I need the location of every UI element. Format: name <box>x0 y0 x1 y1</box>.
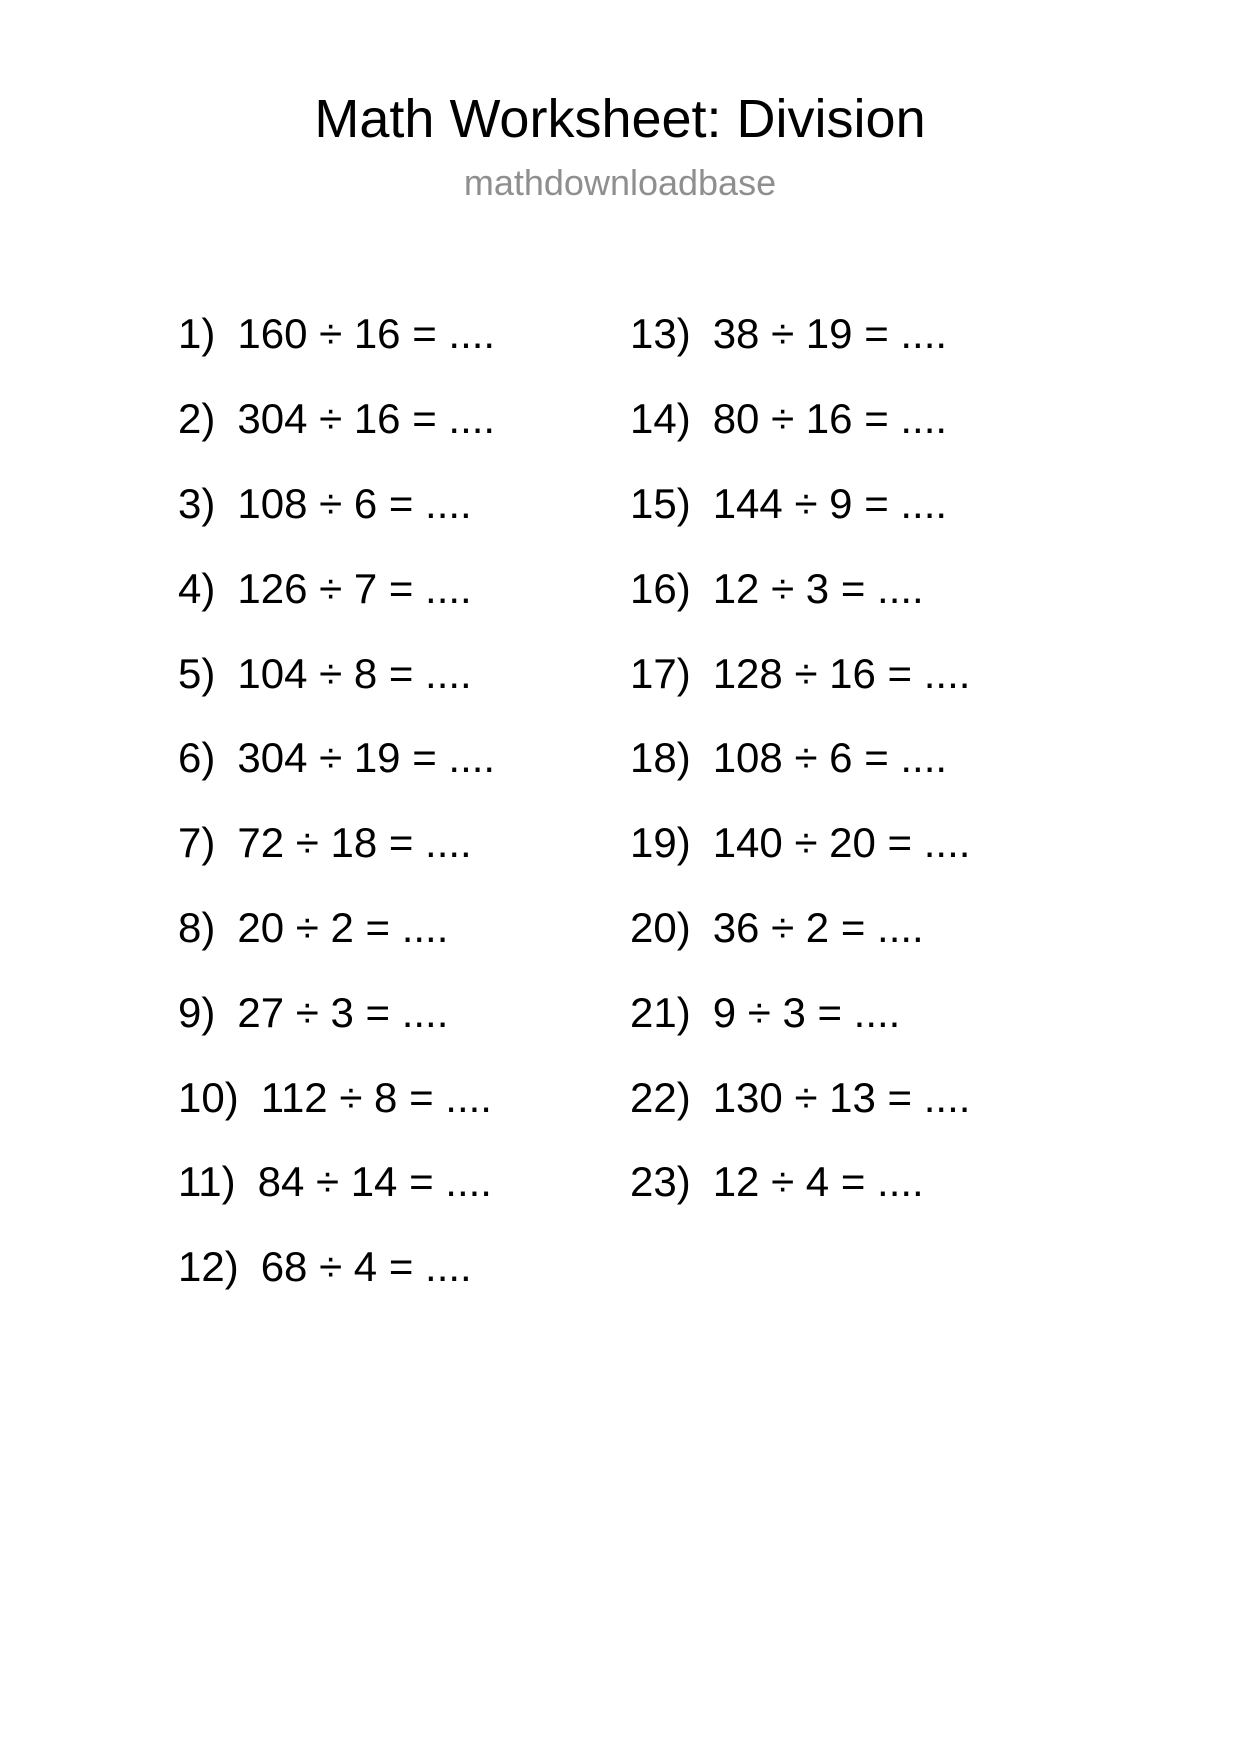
problem-expression: 27 ÷ 3 = .... <box>237 988 449 1036</box>
problem-expression: 9 ÷ 3 = .... <box>712 988 901 1036</box>
problem-row-2 <box>178 377 630 462</box>
problems-column-right <box>630 292 970 1310</box>
problem-expression: 126 ÷ 7 = .... <box>237 564 472 612</box>
problem-row-13 <box>630 292 970 377</box>
problem-expression: 104 ÷ 8 = .... <box>237 649 472 697</box>
problem-row-3 <box>178 462 630 547</box>
problem-row-16 <box>630 546 970 631</box>
problem-number: 7) <box>178 819 216 867</box>
problem-number: 1) <box>178 310 216 358</box>
problem-number: 23) <box>630 1158 691 1206</box>
problem-expression: 112 ÷ 8 = .... <box>260 1073 492 1121</box>
problem-number: 5) <box>178 649 216 697</box>
problem-number: 12) <box>178 1243 239 1291</box>
problem-expression: 12 ÷ 4 = .... <box>712 1158 924 1206</box>
problem-number: 21) <box>630 988 691 1036</box>
problem-number: 16) <box>630 564 691 612</box>
problem-number: 11) <box>178 1158 236 1206</box>
problem-row-11 <box>178 1140 630 1225</box>
problem-row-7 <box>178 801 630 886</box>
problem-number: 19) <box>630 819 691 867</box>
problem-row-1 <box>178 292 630 377</box>
problem-row-23 <box>630 1140 970 1225</box>
problem-expression: 304 ÷ 19 = .... <box>237 734 496 782</box>
site-watermark: mathdownloadbase <box>463 162 777 204</box>
problem-expression: 144 ÷ 9 = .... <box>712 480 948 528</box>
problem-expression: 36 ÷ 2 = .... <box>712 904 924 952</box>
problem-expression: 160 ÷ 16 = .... <box>237 310 496 358</box>
problem-number: 22) <box>630 1073 691 1121</box>
problem-number: 20) <box>630 904 691 952</box>
problem-row-6 <box>178 716 630 801</box>
problem-row-21 <box>630 970 970 1055</box>
problem-number: 2) <box>178 395 216 443</box>
problem-expression: 140 ÷ 20 = .... <box>712 819 971 867</box>
problem-number: 18) <box>630 734 691 782</box>
problem-expression: 84 ÷ 14 = .... <box>257 1158 492 1206</box>
worksheet-header <box>0 0 1240 204</box>
problem-expression: 38 ÷ 19 = .... <box>712 310 948 358</box>
problem-number: 9) <box>178 988 216 1036</box>
problem-number: 6) <box>178 734 216 782</box>
problem-row-19 <box>630 801 970 886</box>
problem-number: 14) <box>630 395 691 443</box>
problem-row-15 <box>630 462 970 547</box>
problem-row-22 <box>630 1055 970 1140</box>
problems-area <box>0 292 1240 1310</box>
problem-row-4 <box>178 546 630 631</box>
problem-number: 13) <box>630 310 691 358</box>
problem-expression: 108 ÷ 6 = .... <box>237 480 472 528</box>
problem-row-17 <box>630 631 970 716</box>
problem-row-14 <box>630 377 970 462</box>
problem-expression: 130 ÷ 13 = .... <box>712 1073 971 1121</box>
problem-expression: 68 ÷ 4 = .... <box>260 1243 472 1291</box>
problem-expression: 12 ÷ 3 = .... <box>712 564 924 612</box>
problem-row-18 <box>630 716 970 801</box>
problem-number: 8) <box>178 904 216 952</box>
problem-expression: 304 ÷ 16 = .... <box>237 395 496 443</box>
problem-row-20 <box>630 886 970 971</box>
problem-row-8 <box>178 886 630 971</box>
problem-expression: 80 ÷ 16 = .... <box>712 395 948 443</box>
problem-row-5 <box>178 631 630 716</box>
problem-number: 10) <box>178 1073 239 1121</box>
problem-number: 17) <box>630 649 691 697</box>
page-title: Math Worksheet: Division <box>314 89 926 149</box>
problem-number: 3) <box>178 480 216 528</box>
problem-expression: 128 ÷ 16 = .... <box>712 649 971 697</box>
problem-number: 4) <box>178 564 216 612</box>
problem-expression: 72 ÷ 18 = .... <box>237 819 472 867</box>
problem-expression: 20 ÷ 2 = .... <box>237 904 449 952</box>
problem-row-12 <box>178 1225 630 1310</box>
problem-number: 15) <box>630 480 691 528</box>
problem-row-10 <box>178 1055 630 1140</box>
problem-row-9 <box>178 970 630 1055</box>
problems-column-left <box>178 292 630 1310</box>
problem-expression: 108 ÷ 6 = .... <box>712 734 948 782</box>
